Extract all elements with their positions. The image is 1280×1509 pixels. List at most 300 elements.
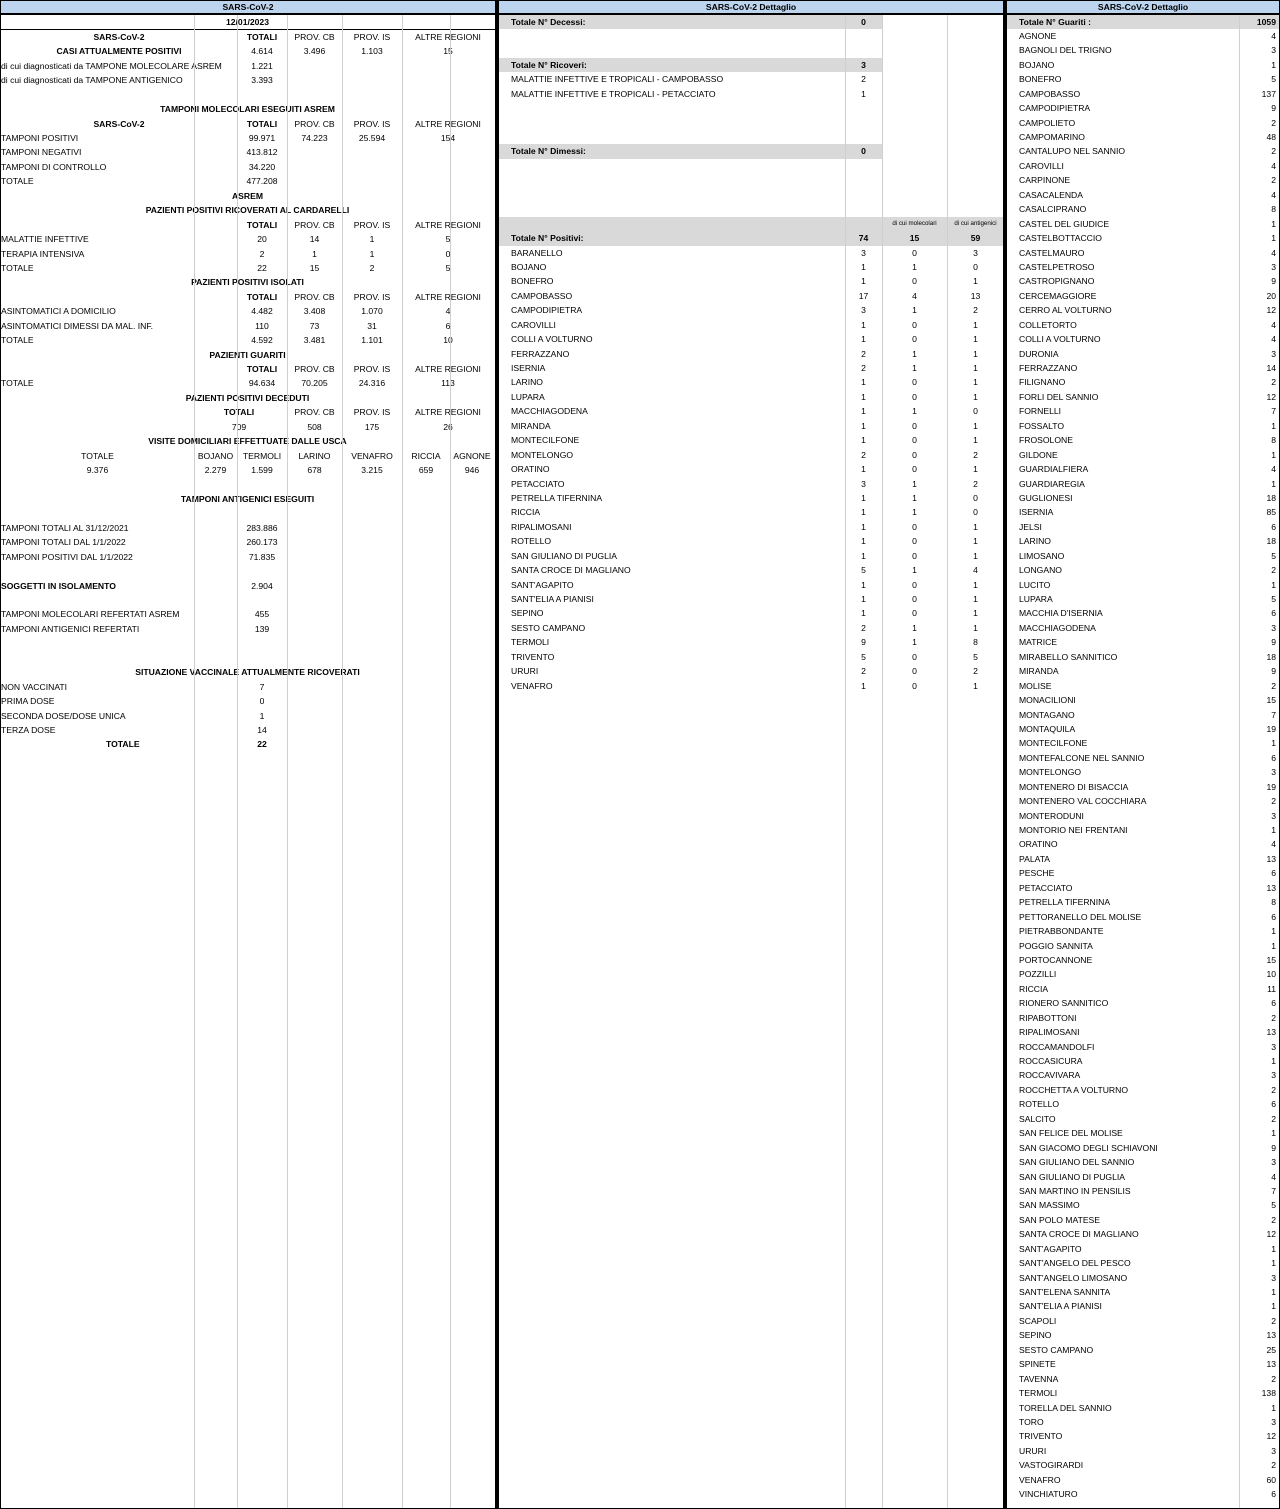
val-totale: 9.376: [86, 465, 109, 476]
val-tot: 1: [861, 377, 866, 388]
comune-name: SANT'ELIA A PIANISI: [1019, 1301, 1102, 1312]
val-ant: 2: [973, 449, 978, 460]
comune-name: ORATINO: [511, 464, 550, 475]
val-ant: 1: [973, 319, 978, 330]
comune-row: [499, 347, 1003, 361]
value: 12: [1266, 1431, 1276, 1442]
comune-name: LARINO: [1019, 536, 1051, 547]
value: 3: [1271, 1157, 1276, 1168]
comune-name: FOSSALTO: [1019, 420, 1065, 431]
table-header: [1, 290, 495, 304]
comune-name: CASALCIPRANO: [1019, 204, 1087, 215]
comune-name: CAROVILLI: [511, 319, 556, 330]
table-header: [1, 218, 495, 232]
section-title: [1, 203, 495, 217]
section-title: [1, 102, 495, 116]
comune-name: ROCCAMANDOLFI: [1019, 1041, 1095, 1052]
comune-name: FORLI DEL SANNIO: [1019, 391, 1099, 402]
val-mol: 0: [912, 420, 917, 431]
value: 0: [845, 15, 882, 29]
comune-name: LARINO: [511, 377, 543, 388]
row-label: TOTALE: [106, 739, 140, 750]
comune-row: [499, 477, 1003, 491]
comune-name: BARANELLO: [511, 247, 563, 258]
value: 6: [1271, 1489, 1276, 1500]
row-label: TERZA DOSE: [1, 724, 56, 735]
comune-name: LIMOSANO: [1019, 550, 1065, 561]
empty-row: [1, 88, 495, 102]
comune-name: AGNONE: [1019, 30, 1057, 41]
value: 3: [845, 58, 882, 72]
comune-name: TORELLA DEL SANNIO: [1019, 1402, 1112, 1413]
val-tot: 17: [858, 290, 869, 301]
val-is: [342, 160, 402, 174]
comune-name: SESTO CAMPANO: [511, 622, 586, 633]
comune-name: SANT'ANGELO DEL PESCO: [1019, 1258, 1131, 1269]
panel-header: SARS-CoV-2 Dettaglio: [1007, 1, 1279, 15]
value: 20: [1266, 290, 1276, 301]
value: 12: [1266, 1229, 1276, 1240]
section-title: [1, 391, 495, 405]
value: 1: [1271, 825, 1276, 835]
value: 2: [1271, 1315, 1276, 1326]
val-tot: 1: [861, 406, 866, 417]
value: 1: [1271, 233, 1276, 244]
val-cb: 14: [309, 234, 320, 245]
row-label: TAMPONI TOTALI AL 31/12/2021: [1, 522, 129, 533]
value: 1: [1271, 1243, 1276, 1254]
comune-name: LUPARA: [511, 391, 545, 402]
value: 137: [1261, 88, 1276, 99]
comune-row: [499, 433, 1003, 447]
val-tot: 3: [861, 478, 866, 489]
val-mol: 1: [912, 261, 917, 272]
col-totali: TOTALI: [246, 364, 278, 374]
val-tot: 1: [861, 536, 866, 547]
empty-row: [1, 593, 495, 607]
value: 4: [1271, 30, 1276, 41]
comune-row: [499, 606, 1003, 620]
comune-row: [499, 448, 1003, 462]
value: 13: [1266, 882, 1276, 893]
val-ant: 8: [973, 637, 978, 648]
val-riccia: 659: [418, 465, 434, 476]
comune-row: [499, 592, 1003, 606]
val-termoli: 1.599: [251, 465, 273, 476]
row-label: TOTALE: [1, 378, 34, 389]
value: 5: [1271, 594, 1276, 604]
row-label: TAMPONI POSITIVI DAL 1/1/2022: [1, 551, 133, 562]
grid-line: [194, 15, 195, 1509]
val-mol: 0: [912, 594, 917, 604]
comune-name: BONEFRO: [1019, 74, 1062, 85]
col-agnone: AGNONE: [453, 450, 491, 461]
col-is: PROV. IS: [353, 364, 391, 374]
value: 1: [1271, 59, 1276, 70]
value: 5: [1271, 550, 1276, 561]
value: 13: [1266, 1027, 1276, 1038]
value: 6: [1271, 1099, 1276, 1110]
comune-name: ROTELLO: [1019, 1099, 1060, 1110]
val-cb: 74.223: [301, 133, 328, 143]
table-row: [1, 680, 495, 694]
col-is: PROV. IS: [353, 407, 391, 418]
value: 11: [1267, 983, 1276, 994]
val-ant: 1: [973, 464, 978, 475]
row-label: SECONDA DOSE/DOSE UNICA: [1, 710, 126, 721]
table-row: [1, 376, 495, 390]
row-label: CASI ATTUALMENTE POSITIVI: [56, 46, 182, 57]
empty-row: [1, 564, 495, 578]
col-termoli: TERMOLI: [242, 450, 282, 461]
table-row: [1, 535, 495, 549]
comune-name: TRIVENTO: [1019, 1431, 1063, 1442]
empty-row: [499, 29, 1003, 43]
row-label: TAMPONI ANTIGENICI REFERTATI: [1, 623, 140, 634]
comune-name: SAN POLO MATESE: [1019, 1214, 1101, 1225]
val-totali: 4.614: [251, 46, 273, 57]
section-title: TAMPONI MOLECOLARI ESEGUITI ASREM: [160, 104, 335, 115]
col-molecolari: di cui molecolari: [882, 217, 947, 231]
value: 2: [1271, 1214, 1276, 1225]
comune-name: RIPALIMOSANI: [511, 521, 572, 532]
val-mol: 0: [912, 536, 917, 547]
col-altre: ALTRE REGIONI: [415, 118, 481, 129]
comune-name: ROTELLO: [511, 536, 552, 547]
val-mol: 0: [912, 666, 917, 677]
comune-name: VINCHIATURO: [1019, 1489, 1078, 1500]
value: 6: [1271, 521, 1276, 532]
grid-line: [882, 15, 883, 1509]
asrem-label: ASREM: [231, 190, 264, 201]
report-date: 12/01/2023: [225, 16, 269, 27]
comune-name: MACCHIAGODENA: [511, 406, 588, 417]
value: 4: [1271, 160, 1276, 171]
value: 13: [1266, 853, 1276, 864]
val-ant: 1: [973, 391, 978, 402]
val-ant: 4: [973, 565, 978, 576]
val-totali: 20: [257, 234, 267, 245]
comune-name: VENAFRO: [1019, 1474, 1061, 1485]
row-label: TERAPIA INTENSIVA: [1, 248, 85, 259]
value: 2: [1271, 565, 1276, 576]
value: 1059: [1239, 15, 1280, 29]
col-altre: ALTRE REGIONI: [415, 219, 481, 230]
col-altre: ALTRE REGIONI: [415, 291, 481, 302]
value: 0: [259, 696, 265, 707]
value: 8: [1271, 897, 1276, 908]
val-tot: 74: [845, 231, 882, 245]
value: 9: [1271, 276, 1276, 287]
panel-header: SARS-CoV-2 Dettaglio: [499, 1, 1003, 15]
row-label: SOGGETTI IN ISOLAMENTO: [1, 580, 116, 591]
value: 18: [1266, 651, 1276, 662]
comune-name: COLLI A VOLTURNO: [1019, 334, 1101, 345]
value: 2: [1271, 680, 1276, 691]
row-label: Totale N° Ricoveri:: [499, 58, 845, 72]
val-mol: 1: [912, 565, 917, 576]
row-label: Totale N° Decessi:: [499, 15, 845, 29]
val-is: 1: [369, 248, 375, 259]
value: 3: [1271, 1445, 1276, 1456]
comune-name: MONACILIONI: [1019, 695, 1076, 706]
comune-name: MONTAQUILA: [1019, 723, 1076, 734]
val-cb: 73: [309, 320, 320, 331]
comune-name: CAROVILLI: [1019, 160, 1064, 171]
val-ant: 1: [973, 334, 978, 345]
value: 15: [1266, 695, 1276, 706]
val-ant: 1: [973, 579, 978, 590]
val-totali: 22: [257, 262, 267, 273]
table-row: [1, 319, 495, 333]
value: 4: [1271, 319, 1276, 330]
val-is: 1.070: [361, 306, 383, 317]
dimessi-row: [499, 144, 1003, 158]
comune-name: URURI: [511, 666, 539, 677]
comune-name: COLLETORTO: [1019, 319, 1077, 330]
val-ant: 3: [973, 247, 978, 258]
comune-row: [499, 246, 1003, 260]
comune-name: SANTA CROCE DI MAGLIANO: [1019, 1229, 1139, 1240]
val-ant: 1: [973, 550, 978, 561]
comune-name: BONEFRO: [511, 276, 554, 287]
row-label: TOTALE: [1, 176, 34, 187]
val-tot: 3: [861, 247, 866, 258]
col-totali: TOTALI: [246, 31, 278, 42]
comune-name: ORATINO: [1019, 839, 1058, 850]
value: 9: [1271, 637, 1276, 648]
value: 5: [1271, 1200, 1276, 1211]
table-row: [1, 694, 495, 708]
val-tot: 1: [861, 608, 866, 619]
val-altre: [402, 160, 494, 174]
val-altre: [402, 145, 494, 159]
val-altre: 0: [445, 248, 451, 259]
comune-row: [499, 390, 1003, 404]
val-ant: 1: [973, 377, 978, 388]
col-totali: TOTALI: [223, 407, 255, 418]
val-ant: 1: [973, 276, 978, 287]
value: 12: [1266, 391, 1276, 402]
val-cb: 1: [312, 248, 317, 259]
table-row: [1, 333, 495, 347]
comune-name: TORO: [1019, 1416, 1044, 1427]
section-title: PAZIENTI POSITIVI DECEDUTI: [185, 392, 310, 403]
value: 12: [1266, 305, 1276, 316]
comune-row: [499, 419, 1003, 433]
comune-name: CAMPOBASSO: [1019, 88, 1081, 99]
col-riccia: RICCIA: [411, 450, 441, 461]
grid-line: [1239, 15, 1240, 1509]
comune-name: CAMPOMARINO: [1019, 132, 1085, 142]
comune-name: BOJANO: [511, 261, 547, 272]
val-mol: 0: [912, 651, 917, 662]
value: 2: [1271, 796, 1276, 807]
empty-row: [499, 130, 1003, 144]
comune-name: SPINETE: [1019, 1359, 1056, 1370]
value: 15: [1266, 954, 1276, 965]
row-label: PRIMA DOSE: [1, 696, 55, 707]
comune-name: SAN MARTINO IN PENSILIS: [1019, 1185, 1131, 1196]
col-cb: PROV. CB: [294, 31, 335, 42]
value: 2: [1271, 1460, 1276, 1471]
val-mol: 0: [912, 334, 917, 345]
comune-name: RICCIA: [1019, 983, 1049, 994]
col-is: PROV. IS: [353, 118, 391, 129]
val-mol: 0: [912, 464, 917, 475]
cell: [1, 290, 237, 304]
value: 1: [1271, 940, 1276, 951]
col-totale: TOTALE: [81, 450, 114, 461]
ricoveri-row: [499, 58, 1003, 72]
cell: [845, 217, 882, 231]
value: 139: [254, 623, 270, 634]
table-row: [1, 521, 495, 535]
val-is: 1: [369, 234, 375, 245]
comune-name: MONTERODUNI: [1019, 810, 1084, 821]
value: 3: [1271, 1416, 1276, 1427]
val-tot: 1: [861, 319, 866, 330]
val-ant: 0: [973, 406, 978, 417]
row-label: NON VACCINATI: [1, 681, 68, 692]
value: 6: [1271, 752, 1276, 763]
comune-name: PETTORANELLO DEL MOLISE: [1019, 911, 1142, 922]
val-ant: 1: [973, 680, 978, 691]
grid-line: [947, 15, 948, 1509]
value: 19: [1266, 723, 1276, 734]
cell: [1, 362, 237, 376]
comune-name: SANT'AGAPITO: [1019, 1243, 1082, 1254]
comune-name: CAMPOBASSO: [511, 290, 573, 301]
comune-name: TRIVENTO: [511, 651, 555, 662]
val-is: 25.594: [358, 133, 386, 143]
col-altre: ALTRE REGIONI: [415, 31, 481, 42]
value: 9: [1271, 666, 1276, 677]
value: 2: [1271, 1113, 1276, 1124]
val-venafro: 3.215: [361, 465, 383, 476]
val-mol: 0: [912, 276, 917, 287]
val-ant: 1: [973, 521, 978, 532]
val-is: 175: [364, 421, 380, 432]
val-cb: 70.205: [301, 378, 328, 389]
section-title: [1, 348, 495, 362]
comune-name: MONTENERO VAL COCCHIARA: [1019, 796, 1147, 807]
comune-row: [499, 332, 1003, 346]
cell: [499, 217, 845, 231]
val-cb: [287, 160, 342, 174]
comune-name: CAMPODIPIETRA: [511, 305, 583, 316]
table-row: [1, 550, 495, 564]
comune-name: CASTROPIGNANO: [1019, 276, 1095, 287]
value: 0: [845, 144, 882, 158]
comune-name: MONTENERO DI BISACCIA: [1019, 781, 1129, 792]
comune-name: SAN GIULIANO DI PUGLIA: [1019, 1171, 1126, 1182]
comune-name: MONTECILFONE: [511, 435, 580, 446]
value: 2: [1271, 1012, 1276, 1023]
val-larino: 678: [307, 465, 322, 476]
comune-name: POZZILLI: [1019, 969, 1057, 980]
table-row: [1, 420, 495, 434]
comune-name: CERRO AL VOLTURNO: [1019, 305, 1112, 316]
section-title: PAZIENTI POSITIVI ISOLATI: [191, 277, 304, 288]
row-label: TOTALE: [1, 335, 34, 346]
val-totali: 110: [255, 320, 269, 331]
comune-row: [499, 549, 1003, 563]
section-title: PAZIENTI POSITIVI RICOVERATI AL CARDARELLI: [145, 205, 350, 216]
value: 7: [1271, 1185, 1276, 1196]
comune-name: MONTAGANO: [1019, 709, 1075, 720]
val-altre: [402, 174, 494, 188]
value: 4: [1271, 1171, 1276, 1182]
val-tot: 2: [861, 363, 866, 373]
value: 1: [1271, 1258, 1276, 1269]
value: 1: [1271, 449, 1276, 460]
row-label: TAMPONI MOLECOLARI REFERTATI ASREM: [1, 609, 180, 620]
col-cb: PROV. CB: [294, 291, 335, 302]
val-tot: 1: [861, 391, 866, 402]
comune-name: MONTELONGO: [1019, 767, 1082, 778]
comune-name: MONTELONGO: [511, 449, 574, 460]
val-cb: 3.408: [303, 306, 326, 317]
value: 3: [1271, 1272, 1276, 1283]
row-label: Totale N° Positivi:: [499, 231, 845, 245]
comune-name: RIPALIMOSANI: [1019, 1027, 1080, 1038]
vaccini-totale: [1, 737, 495, 751]
value: 455: [254, 609, 270, 620]
comune-name: ROCCAVIVARA: [1019, 1070, 1081, 1081]
val-is: [342, 145, 402, 159]
val-cb: 3.481: [303, 335, 326, 346]
grid-line: [287, 15, 288, 1509]
val-ant: 2: [973, 666, 978, 677]
comune-name: GILDONE: [1019, 449, 1058, 460]
comune-name: ROCCASICURA: [1019, 1056, 1083, 1066]
comune-name: RIONERO SANNITICO: [1019, 998, 1109, 1009]
comune-name: SAN GIULIANO DI PUGLIA: [511, 550, 618, 561]
val-tot: 1: [861, 579, 866, 590]
val-mol: 1: [912, 406, 917, 417]
comune-name: LONGANO: [1019, 565, 1062, 576]
section-title: [1, 275, 495, 289]
row-label: TAMPONI POSITIVI: [1, 133, 79, 143]
value: 13: [1266, 1330, 1276, 1341]
value: 60: [1266, 1474, 1276, 1485]
comune-name: PETRELLA TIFERNINA: [1019, 897, 1111, 908]
comune-name: CERCEMAGGIORE: [1019, 290, 1097, 301]
comune-row: [499, 664, 1003, 678]
table-header: [1, 117, 495, 131]
empty-row: [499, 43, 1003, 57]
empty-row: [499, 173, 1003, 187]
table-row: [1, 607, 495, 621]
val-tot: 1: [861, 420, 866, 431]
section-title: [1, 492, 495, 506]
val-totali: 413.812: [246, 147, 278, 158]
val-tot: 2: [861, 348, 866, 359]
value: 1: [1271, 420, 1276, 431]
val-tot: 1: [861, 507, 866, 518]
usca-header: [1, 449, 495, 463]
val-ant: 1: [973, 435, 978, 446]
value: 4: [1271, 839, 1276, 850]
panel-guariti: [1004, 0, 1280, 1509]
comune-row: [499, 303, 1003, 317]
comune-name: CANTALUPO NEL SANNIO: [1019, 146, 1126, 157]
row-label: di cui diagnosticati da TAMPONE ANTIGENICO: [1, 75, 183, 86]
comune-name: MONTEFALCONE NEL SANNIO: [1019, 752, 1145, 763]
value: 6: [1271, 911, 1276, 922]
col-larino: LARINO: [298, 450, 331, 461]
